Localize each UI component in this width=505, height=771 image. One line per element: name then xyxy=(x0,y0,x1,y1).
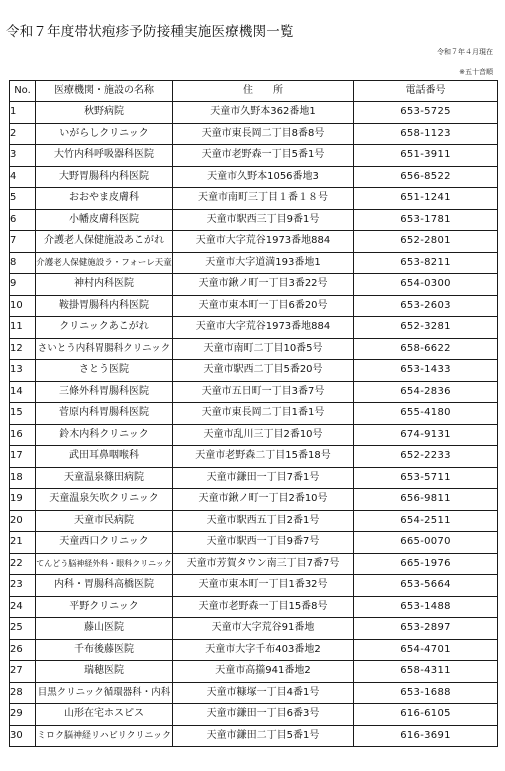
row-number: 27 xyxy=(10,661,36,683)
institution-address: 天童市老野森一丁目15番8号 xyxy=(173,596,354,618)
institution-phone: 665-0070 xyxy=(354,532,498,554)
institution-phone: 653-1488 xyxy=(354,596,498,618)
column-header-no: No. xyxy=(10,81,36,102)
row-number: 22 xyxy=(10,553,36,575)
table-row xyxy=(10,381,498,403)
institution-phone: 658-6622 xyxy=(354,338,498,360)
table-row xyxy=(10,618,498,640)
row-number: 1 xyxy=(10,102,36,124)
institution-name: 天童市民病院 xyxy=(36,510,173,532)
row-number: 21 xyxy=(10,532,36,554)
table-row xyxy=(10,166,498,188)
row-number: 6 xyxy=(10,209,36,231)
institution-phone: 654-2836 xyxy=(354,381,498,403)
row-number: 10 xyxy=(10,295,36,317)
institution-phone: 658-1123 xyxy=(354,123,498,145)
institution-name: 鞍掛胃腸科内科医院 xyxy=(36,295,173,317)
table-row xyxy=(10,338,498,360)
table-row xyxy=(10,510,498,532)
institution-name: クリニックあこがれ xyxy=(36,317,173,339)
institution-name: 神村内科医院 xyxy=(36,274,173,296)
institution-phone: 674-9131 xyxy=(354,424,498,446)
institution-phone: 654-4701 xyxy=(354,639,498,661)
institution-phone: 616-3691 xyxy=(354,725,498,747)
institution-name: さいとう内科胃腸科クリニック xyxy=(36,338,173,360)
institution-address: 天童市大字荒谷1973番地884 xyxy=(173,317,354,339)
row-number: 9 xyxy=(10,274,36,296)
institution-address: 天童市乱川三丁目2番10号 xyxy=(173,424,354,446)
institution-name: 介護老人保健施設あこがれ xyxy=(36,231,173,253)
institution-address: 天童市久野本362番地1 xyxy=(173,102,354,124)
table-row xyxy=(10,102,498,124)
institution-phone: 652-3281 xyxy=(354,317,498,339)
sort-order-note: ※五十音順 xyxy=(459,68,493,76)
table-row xyxy=(10,123,498,145)
table-body xyxy=(10,102,498,747)
institution-name: 小幡皮膚科医院 xyxy=(36,209,173,231)
institution-name: 武田耳鼻咽喉科 xyxy=(36,446,173,468)
institution-address: 天童市駅西五丁目2番1号 xyxy=(173,510,354,532)
institution-phone: 653-5711 xyxy=(354,467,498,489)
institution-phone: 653-8211 xyxy=(354,252,498,274)
institution-name: いがらしクリニック xyxy=(36,123,173,145)
institution-phone: 665-1976 xyxy=(354,553,498,575)
medical-institution-table xyxy=(9,80,498,747)
institution-name: 鈴木内科クリニック xyxy=(36,424,173,446)
institution-address: 天童市東長岡二丁目1番1号 xyxy=(173,403,354,425)
institution-name: 瑞穂医院 xyxy=(36,661,173,683)
table-row xyxy=(10,661,498,683)
institution-phone: 653-1781 xyxy=(354,209,498,231)
row-number: 11 xyxy=(10,317,36,339)
row-number: 12 xyxy=(10,338,36,360)
institution-address: 天童市大字荒谷1973番地884 xyxy=(173,231,354,253)
institution-address: 天童市駅西二丁目5番20号 xyxy=(173,360,354,382)
row-number: 2 xyxy=(10,123,36,145)
institution-name: 天童温泉篠田病院 xyxy=(36,467,173,489)
row-number: 13 xyxy=(10,360,36,382)
column-header-name: 医療機関・施設の名称 xyxy=(36,81,173,102)
row-number: 3 xyxy=(10,145,36,167)
institution-name: 大竹内科呼吸器科医院 xyxy=(36,145,173,167)
institution-phone: 652-2801 xyxy=(354,231,498,253)
institution-name: ミロク脳神経リハビリクリニック xyxy=(36,725,173,747)
institution-address: 天童市大字道満193番地1 xyxy=(173,252,354,274)
institution-name: 藤山医院 xyxy=(36,618,173,640)
table-row xyxy=(10,209,498,231)
table-row xyxy=(10,274,498,296)
row-number: 8 xyxy=(10,252,36,274)
table-row xyxy=(10,704,498,726)
institution-address: 天童市五日町一丁目3番7号 xyxy=(173,381,354,403)
institution-address: 天童市鍬ノ町一丁目3番22号 xyxy=(173,274,354,296)
institution-address: 天童市鍬ノ町一丁目2番10号 xyxy=(173,489,354,511)
table-row xyxy=(10,553,498,575)
institution-name: 天童温泉矢吹クリニック xyxy=(36,489,173,511)
table-row xyxy=(10,575,498,597)
table-row xyxy=(10,467,498,489)
table-row xyxy=(10,446,498,468)
institution-address: 天童市大字千布403番地2 xyxy=(173,639,354,661)
institution-address: 天童市糠塚一丁目4番1号 xyxy=(173,682,354,704)
institution-name: 山形在宅ホスピス xyxy=(36,704,173,726)
table-row xyxy=(10,317,498,339)
institution-address: 天童市老野森一丁目5番1号 xyxy=(173,145,354,167)
institution-phone: 656-9811 xyxy=(354,489,498,511)
institution-phone: 655-4180 xyxy=(354,403,498,425)
institution-address: 天童市駅西三丁目9番1号 xyxy=(173,209,354,231)
table-header xyxy=(10,81,498,102)
table-row xyxy=(10,145,498,167)
table-row xyxy=(10,360,498,382)
table-row xyxy=(10,532,498,554)
table-row xyxy=(10,489,498,511)
table-row xyxy=(10,295,498,317)
table-row xyxy=(10,231,498,253)
row-number: 25 xyxy=(10,618,36,640)
institution-phone: 652-2233 xyxy=(354,446,498,468)
column-header-phone: 電話番号 xyxy=(354,81,498,102)
institution-address: 天童市高擶941番地2 xyxy=(173,661,354,683)
institution-address: 天童市東本町一丁目6番20号 xyxy=(173,295,354,317)
institution-address: 天童市芳賀タウン南三丁目7番7号 xyxy=(173,553,354,575)
row-number: 29 xyxy=(10,704,36,726)
table-row xyxy=(10,639,498,661)
institution-name: おおやま皮膚科 xyxy=(36,188,173,210)
institution-phone: 654-2511 xyxy=(354,510,498,532)
as-of-date: 令和７年４月現在 xyxy=(437,48,493,56)
row-number: 18 xyxy=(10,467,36,489)
institution-name: 天童西口クリニック xyxy=(36,532,173,554)
institution-address: 天童市大字荒谷91番地 xyxy=(173,618,354,640)
institution-address: 天童市鎌田一丁目6番3号 xyxy=(173,704,354,726)
row-number: 19 xyxy=(10,489,36,511)
row-number: 16 xyxy=(10,424,36,446)
row-number: 15 xyxy=(10,403,36,425)
table-header-row xyxy=(10,81,498,102)
institution-address: 天童市久野本1056番地3 xyxy=(173,166,354,188)
row-number: 30 xyxy=(10,725,36,747)
institution-phone: 658-4311 xyxy=(354,661,498,683)
institution-address: 天童市鎌田一丁目7番1号 xyxy=(173,467,354,489)
institution-phone: 656-8522 xyxy=(354,166,498,188)
institution-address: 天童市鎌田二丁目5番1号 xyxy=(173,725,354,747)
institution-name: 平野クリニック xyxy=(36,596,173,618)
row-number: 28 xyxy=(10,682,36,704)
institution-phone: 653-2897 xyxy=(354,618,498,640)
row-number: 20 xyxy=(10,510,36,532)
institution-phone: 653-5664 xyxy=(354,575,498,597)
row-number: 7 xyxy=(10,231,36,253)
row-number: 17 xyxy=(10,446,36,468)
page-title: 令和７年度帯状疱疹予防接種実施医療機関一覧 xyxy=(6,24,294,40)
row-number: 14 xyxy=(10,381,36,403)
row-number: 23 xyxy=(10,575,36,597)
institution-phone: 616-6105 xyxy=(354,704,498,726)
institution-address: 天童市駅西一丁目9番7号 xyxy=(173,532,354,554)
institution-address: 天童市老野森二丁目15番18号 xyxy=(173,446,354,468)
institution-phone: 651-3911 xyxy=(354,145,498,167)
table-row xyxy=(10,424,498,446)
table-row xyxy=(10,725,498,747)
institution-phone: 653-1688 xyxy=(354,682,498,704)
institution-name: 内科・胃腸科高橋医院 xyxy=(36,575,173,597)
institution-name: 目黒クリニック循環器科・内科 xyxy=(36,682,173,704)
institution-phone: 653-1433 xyxy=(354,360,498,382)
institution-name: 大野胃腸科内科医院 xyxy=(36,166,173,188)
institution-address: 天童市東長岡二丁目8番8号 xyxy=(173,123,354,145)
institution-name: 菅原内科胃腸科医院 xyxy=(36,403,173,425)
institution-name: 介護老人保健施設ラ・フォーレ天童 xyxy=(36,252,173,274)
row-number: 24 xyxy=(10,596,36,618)
institution-name: 三條外科胃腸科医院 xyxy=(36,381,173,403)
table-row xyxy=(10,252,498,274)
table-row xyxy=(10,682,498,704)
institution-phone: 651-1241 xyxy=(354,188,498,210)
institution-name: てんどう脳神経外科・眼科クリニック xyxy=(36,553,173,575)
institution-address: 天童市南町三丁目１番１８号 xyxy=(173,188,354,210)
table-row xyxy=(10,596,498,618)
column-header-address: 住 所 xyxy=(173,81,354,102)
institution-name: 千布後藤医院 xyxy=(36,639,173,661)
table-row xyxy=(10,403,498,425)
table-row xyxy=(10,188,498,210)
row-number: 26 xyxy=(10,639,36,661)
institution-name: 秋野病院 xyxy=(36,102,173,124)
institution-phone: 654-0300 xyxy=(354,274,498,296)
institution-phone: 653-5725 xyxy=(354,102,498,124)
institution-name: さとう医院 xyxy=(36,360,173,382)
institution-address: 天童市南町二丁目10番5号 xyxy=(173,338,354,360)
institution-phone: 653-2603 xyxy=(354,295,498,317)
row-number: 4 xyxy=(10,166,36,188)
row-number: 5 xyxy=(10,188,36,210)
institution-address: 天童市東本町一丁目1番32号 xyxy=(173,575,354,597)
